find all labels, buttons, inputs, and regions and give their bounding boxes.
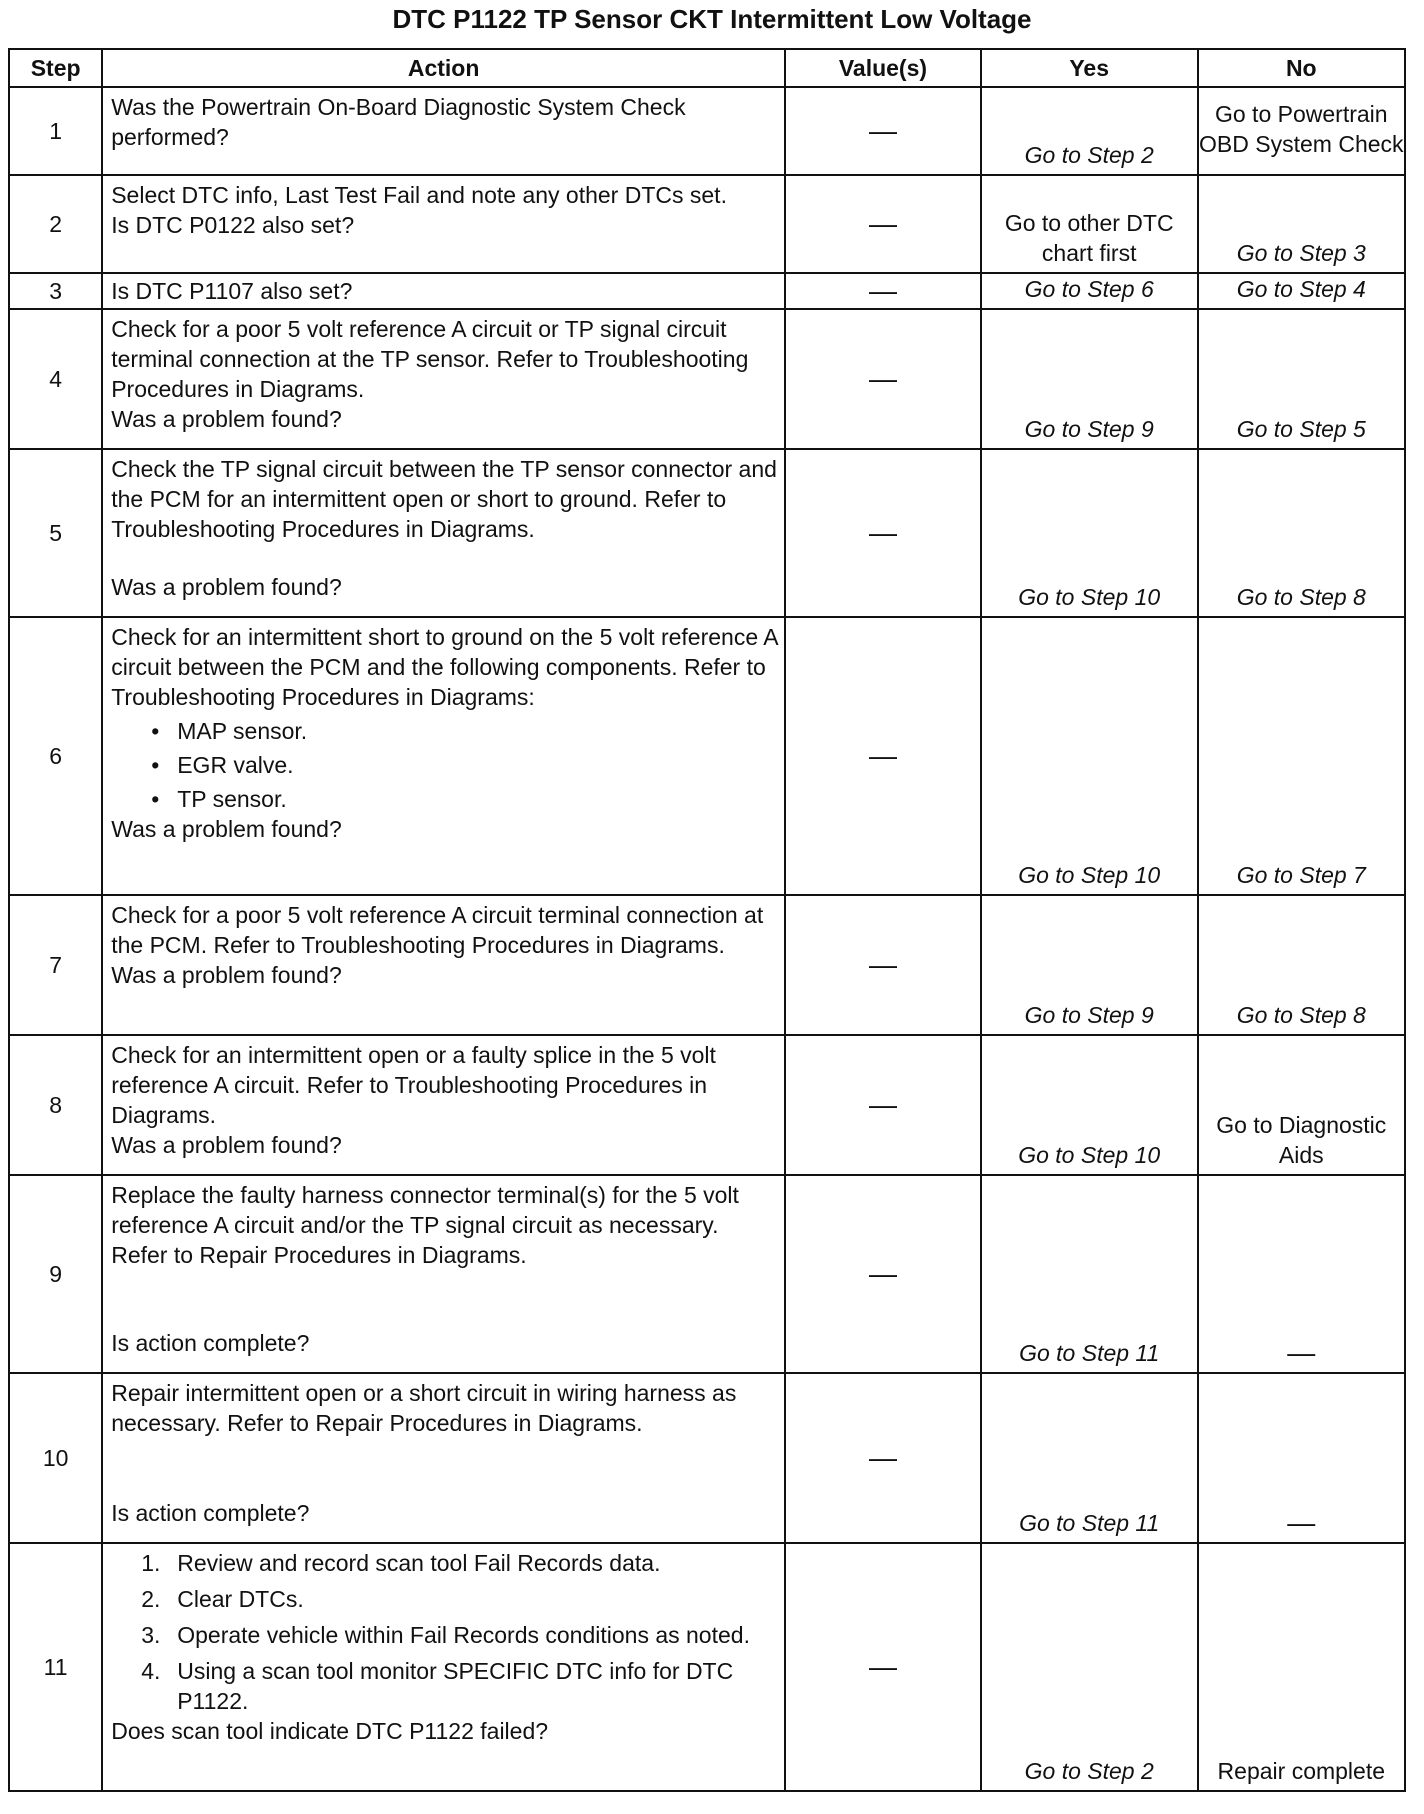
action-text: Select DTC info, Last Test Fail and note any other DTCs set.: [111, 182, 727, 208]
action-question: Is DTC P0122 also set?: [111, 212, 355, 238]
table-row: [9, 175, 1405, 273]
numbered-item: [111, 1548, 778, 1578]
table-row: [9, 1543, 1405, 1791]
step-number: 10: [9, 1373, 102, 1543]
header-step: Step: [9, 49, 102, 87]
action-cell: [102, 617, 785, 895]
yes-cell: Go to Step 10: [981, 449, 1198, 617]
item-number: 1.: [141, 1550, 161, 1576]
value-cell: —: [785, 1543, 981, 1791]
bullet-item: • EGR valve.: [111, 750, 778, 780]
action-cell: [102, 449, 785, 617]
action-cell: [102, 1373, 785, 1543]
action-cell: [102, 1543, 785, 1791]
action-text: Check for a poor 5 volt reference A circuit terminal connection at the PCM. Refer to Troubleshooting Procedures in Diagrams.: [111, 902, 764, 958]
action-question: Is DTC P1107 also set?: [111, 278, 353, 304]
action-text: Check for an intermittent open or a faulty splice in the 5 volt reference A circuit. Refer to Troubleshooting Procedures in Diagrams.: [111, 1042, 716, 1128]
item-text: Clear DTCs.: [177, 1586, 304, 1612]
header-action: Action: [102, 49, 785, 87]
action-text: Repair intermittent open or a short circuit in wiring harness as necessary. Refer to Repair Procedures in Diagrams.: [111, 1380, 737, 1436]
action-text: Replace the faulty harness connector terminal(s) for the 5 volt reference A circuit and/or the TP signal circuit as necessary. Refer to Repair Procedures in Diagrams.: [111, 1182, 739, 1268]
header-row: [9, 49, 1405, 87]
table-row: [9, 1175, 1405, 1373]
action-cell: [102, 1035, 785, 1175]
value-cell: —: [785, 1175, 981, 1373]
action-cell: [102, 87, 785, 175]
action-question: Was a problem found?: [111, 1132, 342, 1158]
step-number: 6: [9, 617, 102, 895]
table-row: [9, 449, 1405, 617]
value-cell: —: [785, 273, 981, 309]
no-cell: Go to Step 3: [1198, 175, 1405, 273]
table-row: [9, 1373, 1405, 1543]
step-number: 7: [9, 895, 102, 1035]
no-cell: Go to Step 5: [1198, 309, 1405, 449]
step-number: 5: [9, 449, 102, 617]
no-cell: Repair complete: [1198, 1543, 1405, 1791]
no-cell: Go to Step 7: [1198, 617, 1405, 895]
item-number: 2.: [141, 1586, 161, 1612]
value-cell: —: [785, 449, 981, 617]
yes-cell: Go to Step 2: [981, 1543, 1198, 1791]
header-yes: Yes: [981, 49, 1198, 87]
no-cell: Go to Step 4: [1198, 273, 1405, 309]
yes-cell: Go to Step 10: [981, 617, 1198, 895]
step-number: 11: [9, 1543, 102, 1791]
yes-cell: Go to Step 9: [981, 895, 1198, 1035]
action-text: Check the TP signal circuit between the TP sensor connector and the PCM for an intermittent open or short to ground. Refer to Troubleshooting Procedures in Diagrams.: [111, 456, 777, 542]
no-cell: Go to Step 8: [1198, 895, 1405, 1035]
action-question: Was a problem found?: [111, 574, 342, 600]
action-text: Was the Powertrain On-Board Diagnostic System Check performed?: [111, 94, 686, 150]
value-cell: —: [785, 895, 981, 1035]
value-cell: —: [785, 175, 981, 273]
yes-cell: Go to Step 10: [981, 1035, 1198, 1175]
page-title: DTC P1122 TP Sensor CKT Intermittent Low Voltage: [392, 4, 1032, 34]
numbered-item: [111, 1656, 778, 1716]
action-cell: [102, 895, 785, 1035]
item-number: 4.: [141, 1658, 161, 1684]
no-cell: Go to Powertrain OBD System Check: [1198, 87, 1405, 175]
table-row: [9, 273, 1405, 309]
item-text: Operate vehicle within Fail Records conditions as noted.: [177, 1622, 750, 1648]
table-row: [9, 87, 1405, 175]
yes-cell: Go to Step 11: [981, 1175, 1198, 1373]
action-cell: [102, 273, 785, 309]
action-cell: [102, 1175, 785, 1373]
action-cell: [102, 309, 785, 449]
action-cell: [102, 175, 785, 273]
step-number: 3: [9, 273, 102, 309]
no-cell: Go to Diagnostic Aids: [1198, 1035, 1405, 1175]
bullet-item: • MAP sensor.: [111, 716, 778, 746]
item-text: Using a scan tool monitor SPECIFIC DTC info for DTC P1122.: [177, 1658, 734, 1714]
diagnostic-table: [8, 48, 1406, 1792]
no-cell: —: [1198, 1373, 1405, 1543]
step-number: 9: [9, 1175, 102, 1373]
action-text: Check for an intermittent short to ground on the 5 volt reference A circuit between the PCM and the following components. Refer to Troubleshooting Procedures in Diagrams:: [111, 624, 778, 710]
yes-cell: Go to Step 2: [981, 87, 1198, 175]
header-no: No: [1198, 49, 1405, 87]
action-question: Is action complete?: [111, 1500, 310, 1526]
step-number: 4: [9, 309, 102, 449]
step-number: 8: [9, 1035, 102, 1175]
item-number: 3.: [141, 1622, 161, 1648]
value-cell: —: [785, 617, 981, 895]
action-question: Is action complete?: [111, 1330, 310, 1356]
yes-cell: Go to other DTC chart first: [981, 175, 1198, 273]
no-cell: —: [1198, 1175, 1405, 1373]
step-number: 1: [9, 87, 102, 175]
value-cell: —: [785, 87, 981, 175]
action-question: Was a problem found?: [111, 816, 342, 842]
numbered-item: [111, 1620, 778, 1650]
table-row: [9, 895, 1405, 1035]
action-question: Was a problem found?: [111, 406, 342, 432]
yes-cell: Go to Step 11: [981, 1373, 1198, 1543]
numbered-item: [111, 1584, 778, 1614]
no-cell: Go to Step 8: [1198, 449, 1405, 617]
step-number: 2: [9, 175, 102, 273]
item-text: Review and record scan tool Fail Records data.: [177, 1550, 661, 1576]
value-cell: —: [785, 1035, 981, 1175]
value-cell: —: [785, 1373, 981, 1543]
table-row: [9, 1035, 1405, 1175]
bullet-item: • TP sensor.: [111, 784, 778, 814]
header-values: Value(s): [785, 49, 981, 87]
yes-cell: Go to Step 9: [981, 309, 1198, 449]
action-text: Check for a poor 5 volt reference A circuit or TP signal circuit terminal connection at the TP sensor. Refer to Troubleshooting Procedures in Diagrams.: [111, 316, 749, 402]
action-question: Does scan tool indicate DTC P1122 failed?: [111, 1718, 549, 1744]
yes-cell: Go to Step 6: [981, 273, 1198, 309]
action-question: Was a problem found?: [111, 962, 342, 988]
table-row: [9, 309, 1405, 449]
value-cell: —: [785, 309, 981, 449]
table-row: [9, 617, 1405, 895]
